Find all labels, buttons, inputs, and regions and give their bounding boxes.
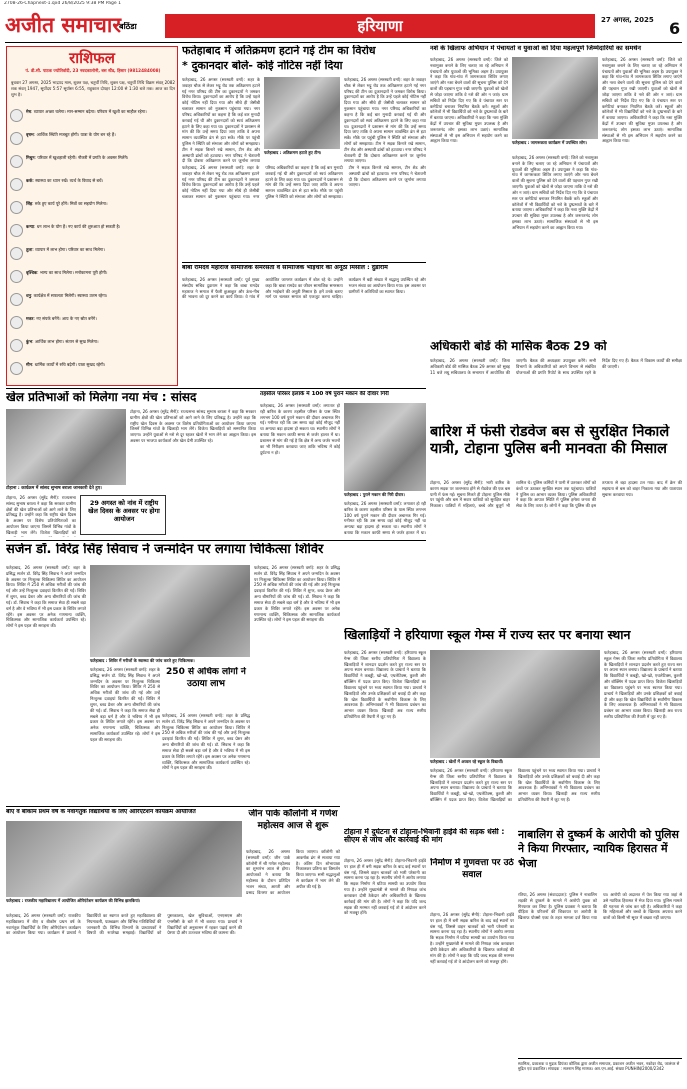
article-body: रतिया, 26 अगस्त (संवाददाता): पुलिस ने नाबालिग लड़की से दुष्कर्म के मामले में आरोपी युवक को गिरफ्तार कर लिया है। पुलिस प्रवक्ता ने बताया कि पीड़िता के परिजनों की शिकायत पर आरोपी के खिलाफ पोक्सो एक्ट के तहत मामला दर्ज किया गया था। आरोपी को अदालत में पेश किया गया जहां से उसे न्यायिक हिरासत में भेज दिया गया। पुलिस मामले की गहनता से जांच कर रही है। अधिकारियों ने कहा कि महिलाओं और बच्चों के खिलाफ अपराध करने वालों को किसी भी सूरत में बख्शा नहीं जाएगा।: [518, 892, 682, 921]
photo-caption: फतेहाबाद : जागरूकता कार्यक्रम में उपस्थित लोग।: [512, 140, 598, 152]
headline: नाबालिग से दुष्कर्म के आरोपी को पुलिस ने किया गिरफ्तार, न्यायिक हिरासत में भेजा: [518, 828, 679, 870]
divider: [6, 806, 340, 807]
headline: खेल प्रतिभाओं को मिलेगा नया मंच : सांसद: [6, 391, 197, 404]
article-tahsil: [260, 391, 426, 537]
article-body-right: फतेहाबाद, 26 अगस्त (सरस्वती वर्मा): शहर के जवाहर चौक से लेकर भट्टू रोड तक अतिक्रमण हटाने गई नगर परिषद की टीम का दुकानदारों ने जमकर विरोध किया। दुकानदारों का आरोप है कि उन्हें पहले कोई नोटिस नहीं दिया गया और सीधे ही जेसीबी चलाकर सामान को नुकसान पहुंचाया गया। नगर परिषद अधिकारियों का कहना है कि कई बार मुनादी करवाई गई थी और दुकानदारों को स्वयं अतिक्रमण हटाने के लिए कहा गया था। दुकानदारों ने प्रशासन से मांग की कि उन्हें समय दिया जाए ताकि वे अपना सामान व्यवस्थित ढंग से हटा सकें। मौके पर पहुंची पुलिस ने स्थिति को संभाला और लोगों को समझाया। टीम ने सड़क किनारे रखे सामान, टीन शेड और अस्थायी ढांचों को हटवाया। नगर परिषद ने चेतावनी दी कि दोबारा अतिक्रमण करने पर जुर्माना लगाया जाएगा।: [344, 77, 426, 163]
divider: [6, 540, 426, 541]
article-body-middle: फतेहाबाद, 26 अगस्त (सरस्वती वर्मा): जिले को नशामुक्त बनाने के लिए चलाए जा रहे अभियान में पंचायतों और युवाओं की भूमिका अहम है। उपायुक्त ने कहा कि गांव-गांव में जागरूकता शिविर लगाए जाएंगे और नशा बेचने वालों की सूचना पुलिस को देने वालों की पहचान गुप्त रखी जाएगी। युवाओं को खेलों से जोड़ा जाएगा ताकि वे नशे की ओर न जाएं। ग्राम सचिवों को निर्देश दिए गए कि वे पंचायत स्तर पर कमेटियां बनाकर नियमित बैठकें करें। स्कूलों और कॉलेजों में भी विद्यार्थियों को नशे के दुष्प्रभावों के बारे में बताया जाएगा। अधिकारियों ने कहा कि नशा मुक्ति केंद्रों में उपचार की सुविधा मुफ्त उपलब्ध है और जरूरतमंद लोग इसका लाभ उठाएं। सामाजिक संस्थाओं से भी इस अभियान में सहयोग करने का आह्वान किया गया।: [512, 155, 598, 230]
sign-vrishabh: वृषभ: आर्थिक स्थिति मजबूत होगी। यात्रा के योग बन रहे हैं।: [26, 132, 116, 137]
zodiac-icon: [10, 224, 23, 237]
rashifal-title: राशिफल: [69, 49, 115, 67]
printline: 2708-26-Chapnext-1.qxd 26/8/2025 9:38 PM Page 1: [4, 1, 121, 6]
masthead-title: अजीत समाचार: [5, 12, 121, 37]
zodiac-icon: [10, 178, 23, 191]
zodiac-icon: [10, 362, 23, 375]
zodiac-icon: [10, 316, 23, 329]
article-body-col3: फतेहाबाद, 26 अगस्त (सरस्वती वर्मा): हरियाणा स्कूल गेम्स की जिला स्तरीय प्रतियोगिता में विद्यालय के खिलाड़ियों ने शानदार प्रदर्शन करते हुए राज्य स्तर पर अपना स्थान बनाया। विद्यालय के प्राचार्य ने बताया कि विद्यार्थियों ने कबड्डी, खो-खो, एथलेटिक्स, कुश्ती और बॉक्सिंग में पदक प्राप्त किए। विजेता खिलाड़ियों का विद्यालय पहुंचने पर भव्य स्वागत किया गया। प्राचार्य ने खिलाड़ियों और उनके प्रशिक्षकों को बधाई दी और कहा कि खेल विद्यार्थियों के सर्वांगीण विकास के लिए आवश्यक हैं। अभिभावकों ने भी विद्यालय प्रबंधन का आभार व्यक्त किया। खिलाड़ी अब राज्य स्तरीय प्रतियोगिता की तैयारी में जुट गए हैं।: [604, 650, 682, 719]
article-body: फतेहाबाद, 26 अगस्त (सरस्वती वर्मा): जीन पार्क कॉलोनी में श्री गणेश महोत्सव का शुभारंभ आज से होगा। आयोजकों ने बताया कि महोत्सव के दौरान प्रतिदिन भजन संध्या, आरती और प्रसाद वितरण का आयोजन किया जाएगा। कॉलोनी को आकर्षक ढंग से सजाया गया है। अंतिम दिन शोभायात्रा निकालकर प्रतिमा का विसर्जन किया जाएगा। सभी श्रद्धालुओं से कार्यक्रम में भाग लेने की अपील की गई है।: [246, 849, 340, 895]
section-title: हरियाणा: [357, 17, 403, 35]
zodiac-icon: [10, 270, 23, 283]
rashifal-box: [6, 46, 178, 386]
sign-dhanu: धनु: कार्यक्षेत्र में सफलता मिलेगी। स्वास्थ्य उत्तम रहेगा।: [26, 293, 108, 298]
masthead-edition: बठिंडा: [119, 22, 137, 31]
sign-tula: तुला: व्यापार में लाभ होगा। परिवार का साथ मिलेगा।: [26, 247, 105, 252]
article-body-col2: फतेहाबाद, 26 अगस्त (सरस्वती वर्मा): हरियाणा स्कूल गेम्स की जिला स्तरीय प्रतियोगिता में विद्यालय के खिलाड़ियों ने शानदार प्रदर्शन करते हुए राज्य स्तर पर अपना स्थान बनाया। विद्यालय के प्राचार्य ने बताया कि विद्यार्थियों ने कबड्डी, खो-खो, एथलेटिक्स, कुश्ती और बॉक्सिंग में पदक प्राप्त किए। विजेता खिलाड़ियों का विद्यालय पहुंचने पर भव्य स्वागत किया गया। प्राचार्य ने खिलाड़ियों और उनके प्रशिक्षकों को बधाई दी और कहा कि खेल विद्यार्थियों के सर्वांगीण विकास के लिए आवश्यक हैं। अभिभावकों ने भी विद्यालय प्रबंधन का आभार व्यक्त किया। खिलाड़ी अब राज्य स्तरीय प्रतियोगिता की तैयारी में जुट गए हैं।: [430, 768, 600, 803]
rashifal-subtitle: पं. डी.सी. पाठक ज्योतिर्वादी, 23 नवदकालोनी, बस स्टैंड, हिसार (9812484008): [25, 68, 161, 73]
headline: बाबा रामदेव महाराज सामाजिक समरसता व सामाजिक भाईचारे की अनूठी मिसाल : दुडाराम: [182, 265, 388, 271]
article-samajik: [182, 262, 426, 386]
sign-meen: मीन: धार्मिक कार्यों में रुचि बढ़ेगी। यात्रा सुखद रहेगी।: [26, 362, 106, 367]
article-beed: [6, 809, 242, 1087]
article-baarish: [430, 424, 682, 624]
article-body: फतेहाबाद, 26 अगस्त (सरस्वती वर्मा): राजकीय महाविद्यालय में बीए व बीकॉम प्रथम वर्ष के नवागंतुक विद्यार्थियों के लिए ओरिएंटेशन कार्यक्रम का आयोजन किया गया। कार्यक्रम में प्राचार्य ने विद्यार्थियों का स्वागत करते हुए महाविद्यालय की नियमावली, पाठ्यक्रम और विभिन्न गतिविधियों की जानकारी दी। विभिन्न विभागों के प्राध्यापकों ने विषयों की रूपरेखा समझाई। विद्यार्थियों को पुस्तकालय, खेल सुविधाओं, एनएसएस और एनसीसी के बारे में भी बताया गया। प्राचार्य ने विद्यार्थियों को अनुशासन में रहकर पढ़ाई करने की प्रेरणा दी और उज्ज्वल भविष्य की कामना की।: [6, 913, 242, 936]
zodiac-icon: [10, 293, 23, 306]
zodiac-icon: [10, 247, 23, 260]
article-body-lead: फतेहाबाद, 26 अगस्त (सरस्वती वर्मा): शहर के जवाहर चौक से लेकर भट्टू रोड तक अतिक्रमण हटाने गई नगर परिषद की टीम का दुकानदारों ने जमकर विरोध किया। दुकानदारों का आरोप है कि उन्हें पहले कोई नोटिस नहीं दिया गया और सीधे ही जेसीबी चलाकर सामान को नुकसान पहुंचाया गया। नगर परिषद अधिकारियों का कहना है कि कई बार मुनादी करवाई गई थी और दुकानदारों को स्वयं अतिक्रमण हटाने के लिए कहा गया था। दुकानदारों ने प्रशासन से मांग की कि उन्हें समय दिया जाए ताकि वे अपना सामान व्यवस्थित ढंग से हटा सकें। मौके पर पहुंची पुलिस ने स्थिति को संभाला और लोगों को समझाया। टीम ने सड़क किनारे रखे सामान, टीन शेड और अस्थायी ढांचों को हटवाया। नगर परिषद ने चेतावनी दी कि दोबारा अतिक्रमण करने पर जुर्माना लगाया: [182, 77, 260, 163]
article-body: फतेहाबाद, 26 अगस्त (सरस्वती वर्मा): शहर के जवाहर चौक से लेकर भट्टू रोड तक अतिक्रमण हटाने गई नगर परिषद की टीम का दुकानदारों ने जमकर विरोध किया। दुकानदारों का आरोप है कि उन्हें पहले कोई नोटिस नहीं दिया गया और सीधे ही जेसीबी चलाकर सामान को नुकसान पहुंचाया गया। नगर परिषद अधिकारियों का कहना है कि कई बार मुनादी करवाई गई थी और दुकानदारों को स्वयं अतिक्रमण हटाने के लिए कहा गया था। दुकानदारों ने प्रशासन से मांग की कि उन्हें समय दिया जाए ताकि वे अपना सामान व्यवस्थित ढंग से हटा सकें। मौके पर पहुंची पुलिस ने स्थिति को संभाला और लोगों को समझाया। टीम ने सड़क किनारे रखे सामान, टीन शेड और अस्थायी ढांचों को हटवाया। नगर परिषद ने चेतावनी दी कि दोबारा अतिक्रमण करने पर जुर्माना लगाया जाएगा।: [182, 165, 426, 200]
sign-vrishchik: वृश्चिक: भाग्य का साथ मिलेगा। मनोकामना पूरी होगी।: [26, 270, 108, 275]
headline: नशे के खिलाफ अभियान में पंचायतों व युवाओं को दिया महत्वपूर्ण जिम्मेदारियों का समर्थन: [430, 45, 642, 52]
article-khiladi: [344, 628, 682, 824]
zodiac-icon: [10, 109, 23, 122]
article-body-col1: फतेहाबाद, 26 अगस्त (सरस्वती वर्मा): हरियाणा स्कूल गेम्स की जिला स्तरीय प्रतियोगिता में विद्यालय के खिलाड़ियों ने शानदार प्रदर्शन करते हुए राज्य स्तर पर अपना स्थान बनाया। विद्यालय के प्राचार्य ने बताया कि विद्यार्थियों ने कबड्डी, खो-खो, एथलेटिक्स, कुश्ती और बॉक्सिंग में पदक प्राप्त किए। विजेता खिलाड़ियों का विद्यालय पहुंचने पर भव्य स्वागत किया गया। प्राचार्य ने खिलाड़ियों और उनके प्रशिक्षकों को बधाई दी और कहा कि खेल विद्यार्थियों के सर्वांगीण विकास के लिए आवश्यक हैं। अभिभावकों ने भी विद्यालय प्रबंधन का आभार व्यक्त किया। खिलाड़ी अब राज्य स्तरीय प्रतियोगिता की तैयारी में जुट गए हैं।: [344, 650, 426, 719]
zodiac-icon: [10, 339, 23, 352]
headline: सर्जन डॉ. विरेंद्र सिंह सिवाच ने जन्मदिन पर लगाया चिकित्सा शिविर: [6, 543, 324, 557]
photo-camp: [90, 565, 250, 657]
masthead: [5, 10, 682, 40]
headline: फतेहाबाद में अतिक्रमण हटाने गई टीम का विरोध: [182, 45, 376, 57]
article-body-col1: टोहाना, 26 अगस्त (सुरेंद्र सैनी): टोहाना-भिवानी हाईवे पर हाल ही में बनी सड़क बारिश के बाद कई स्थानों पर धंस गई, जिससे वाहन चालकों को भारी परेशानी का सामना करना पड़ रहा है। स्थानीय लोगों ने आरोप लगाया कि सड़क निर्माण में घटिया सामग्री का उपयोग किया गया है। उन्होंने मुख्यमंत्री से मामले की निष्पक्ष जांच करवाकर दोषी ठेकेदार और अधिकारियों के खिलाफ कार्रवाई की मांग की है। लोगों ने कहा कि यदि जल्द सड़क की मरम्मत नहीं करवाई गई तो वे आंदोलन करने को मजबूर होंगे।: [344, 858, 426, 916]
masthead-rule: [5, 42, 682, 43]
subheadline: * दुकानदार बोले- कोई नोटिस नहीं दिया: [182, 60, 343, 72]
article-body-col1: फतेहाबाद, 26 अगस्त (सरस्वती वर्मा): शहर के प्रसिद्ध सर्जन डॉ. विरेंद्र सिंह सिवाच ने अपने जन्मदिन के अवसर पर निःशुल्क चिकित्सा शिविर का आयोजन किया। शिविर में 250 से अधिक मरीजों की जांच की गई और उन्हें निःशुल्क दवाइयां वितरित की गईं। शिविर में शुगर, ब्लड प्रेशर और अन्य बीमारियों की जांच की गई। डॉ. सिवाच ने कहा कि समाज सेवा ही सबसे बड़ा धर्म है और वे भविष्य में भी इस प्रकार के शिविर लगाते रहेंगे। इस अवसर पर अनेक गणमान्य व्यक्ति, चिकित्सक और सामाजिक कार्यकर्ता उपस्थित रहे। लोगों ने इस पहल की सराहना की।: [6, 565, 86, 629]
rashifal-intro: बुधवार 27 अगस्त, 2025 भाद्रपद मास, शुक्ल पक्ष, चतुर्थी तिथि, शुक्ल पक्ष, चतुर्थी तिथि विक्रम संवत् 2082 शक संवत् 1947, सूर्योदय 5:57 सूर्यास्त 6:55, राहुकाल दोपहर 12:00 से 1:30 बजे तक। आज का दिन शुभ है।: [11, 80, 175, 97]
article-sarjan: [6, 543, 340, 803]
sign-makar: मकर: नए संपर्क बनेंगे। आय के नए स्रोत बनेंगे।: [26, 316, 97, 321]
pull-quote: 250 से अधिक लोगों ने उठाया लाभ: [166, 667, 246, 689]
article-body: फतेहाबाद, 26 अगस्त (सरस्वती वर्मा): पूर्व मुख्य संसदीय सचिव दुडाराम ने कहा कि बाबा रामदेव महाराज ने समाज में फैली छुआछूत और ऊंच-नीच की भावना को दूर करने का कार्य किया। वे गांव में आयोजित जागरण कार्यक्रम में बोल रहे थे। उन्होंने कहा कि बाबा रामदेव का जीवन सामाजिक समरसता और भाईचारे की अनूठी मिसाल है। हमें उनके बताए मार्ग पर चलकर समाज को एकजुट करना चाहिए। कार्यक्रम में बड़ी संख्या में श्रद्धालु उपस्थित रहे और भजन संध्या का आयोजन किया गया। इस अवसर पर ग्रामीणों ने अतिथियों का स्वागत किया।: [182, 277, 426, 300]
article-nabalig: [518, 828, 682, 1054]
headline: बीए व बीकॉम प्रथम वर्ष के नवागंतुक विद्यार्थियों के लिए ओरिएंटेशन कार्यक्रम आयोजित: [6, 809, 196, 815]
article-body-left: टोहाना, 26 अगस्त (सुरेंद्र सैनी): राज्यसभा सांसद सुभाष बराला ने कहा कि सरकार ग्रामीण क्षेत्रों की खेल प्रतिभाओं को आगे लाने के लिए प्रतिबद्ध है। उन्होंने कहा कि राष्ट्रीय खेल दिवस के अवसर पर विशेष प्रतियोगिताओं का आयोजन किया जाएगा जिसमें विभिन्न गांवों के खिलाड़ी भाग लेंगे। विजेता खिलाड़ियों को: [6, 495, 76, 535]
article-body-left: फतेहाबाद, 26 अगस्त (सरस्वती वर्मा): जिले को नशामुक्त बनाने के लिए चलाए जा रहे अभियान में पंचायतों और युवाओं की भूमिका अहम है। उपायुक्त ने कहा कि गांव-गांव में जागरूकता शिविर लगाए जाएंगे और नशा बेचने वालों की सूचना पुलिस को देने वालों की पहचान गुप्त रखी जाएगी। युवाओं को खेलों से जोड़ा जाएगा ताकि वे नशे की ओर न जाएं। ग्राम सचिवों को निर्देश दिए गए कि वे पंचायत स्तर पर कमेटियां बनाकर नियमित बैठकें करें। स्कूलों और कॉलेजों में भी विद्यार्थियों को नशे के दुष्प्रभावों के बारे में बताया जाएगा। अधिकारियों ने कहा कि नशा मुक्ति केंद्रों में उपचार की सुविधा मुफ्त उपलब्ध है और जरूरतमंद लोग इसका लाभ उठाएं। सामाजिक संस्थाओं से भी इस अभियान में सहयोग करने का आह्वान किया गया।: [430, 57, 508, 144]
rashifal-list: [10, 107, 176, 385]
article-body-right: टोहाना, 26 अगस्त (सुरेंद्र सैनी): राज्यसभा सांसद सुभाष बराला ने कहा कि सरकार ग्रामीण क्षेत्रों की खेल प्रतिभाओं को आगे लाने के लिए प्रतिबद्ध है। उन्होंने कहा कि राष्ट्रीय खेल दिवस के अवसर पर विशेष प्रतियोगिताओं का आयोजन किया जाएगा जिसमें विभिन्न गांवों के खिलाड़ी भाग लेंगे। विजेता खिलाड़ियों को सम्मानित किया जाएगा। उन्होंने युवाओं से नशे से दूर रहकर खेलों में भाग लेने का आह्वान किया। इस अवसर पर भाजपा कार्यकर्ता और खेल प्रेमी उपस्थित रहे।: [130, 409, 256, 444]
photo-students: [430, 650, 600, 758]
photo-caption: फतेहाबाद : शिविर में मरीजों के स्वास्थ्य की जांच करते हुए चिकित्सक।: [90, 658, 250, 666]
photo-caption: फतेहाबाद : पुराने मकान की गिरी दीवार।: [344, 492, 426, 500]
sign-kanya: कन्या: धन लाभ के योग हैं। नए कार्य की शुरुआत हो सकती है।: [26, 224, 121, 229]
article-nasha: [430, 45, 682, 335]
photo-orientation: [6, 821, 242, 897]
article-body-col2: फतेहाबाद, 26 अगस्त (सरस्वती वर्मा): शहर के प्रसिद्ध सर्जन डॉ. विरेंद्र सिंह सिवाच ने अपने जन्मदिन के अवसर पर निःशुल्क चिकित्सा शिविर का आयोजन किया। शिविर में 250 से अधिक मरीजों की जांच की गई और उन्हें निःशुल्क दवाइयां वितरित की गईं। शिविर में शुगर, ब्लड प्रेशर और अन्य बीमारियों की जांच की गई। डॉ. सिवाच ने कहा कि समाज सेवा ही सबसे बड़ा धर्म है और वे भविष्य में भी इस प्रकार के शिविर लगाते रहेंगे। इस अवसर पर अनेक गणमान्य व्यक्ति, चिकित्सक और सामाजिक कार्यकर्ता उपस्थित रहे। लोगों ने इस पहल की सराहना की।: [90, 667, 160, 742]
article-body-col4: फतेहाबाद, 26 अगस्त (सरस्वती वर्मा): शहर के प्रसिद्ध सर्जन डॉ. विरेंद्र सिंह सिवाच ने अपने जन्मदिन के अवसर पर निःशुल्क चिकित्सा शिविर का आयोजन किया। शिविर में 250 से अधिक मरीजों की जांच की गई और उन्हें निःशुल्क दवाइयां वितरित की गईं। शिविर में शुगर, ब्लड प्रेशर और अन्य बीमारियों की जांच की गई। डॉ. सिवाच ने कहा कि समाज सेवा ही सबसे बड़ा धर्म है और वे भविष्य में भी इस प्रकार के शिविर लगाते रहेंगे। इस अवसर पर अनेक गणमान्य व्यक्ति, चिकित्सक और सामाजिक कार्यकर्ता उपस्थित रहे। लोगों ने इस पहल की सराहना की।: [254, 565, 340, 623]
sign-mithun: मिथुन: परिवार में खुशहाली रहेगी। नौकरी में प्रगति के अवसर मिलेंगे।: [26, 155, 129, 160]
article-fatehabad: [182, 45, 426, 257]
headline: बारिश में फंसी रोडवेज बस से सुरक्षित निकाले यात्री, टोहाना पुलिस बनी मानवता की मिसाल: [430, 424, 670, 458]
zodiac-icon: [10, 201, 23, 214]
photo-wall: [344, 403, 426, 491]
sign-kumbh: कुंभ: आर्थिक लाभ होगा। संतान से सुख मिलेगा।: [26, 339, 99, 344]
page-number: 6: [669, 20, 681, 38]
headline: अधिकारी बोर्ड की मासिक बैठक 29 को: [430, 340, 607, 353]
photo-caption: फतेहाबाद : खेलों में अव्वल रहे स्कूल के विद्यार्थी।: [430, 759, 600, 767]
headline: खिलाड़ियों ने हरियाणा स्कूल गेम्स में राज्य स्तर पर बनाया स्थान: [344, 628, 631, 642]
pull-quote: निर्माण में गुणवत्ता पर उठे सवाल: [430, 858, 514, 880]
divider: [6, 388, 426, 389]
photo-nasha: [512, 57, 598, 139]
divider: [182, 262, 426, 263]
photo-caption: फतेहाबाद : राजकीय महाविद्यालय में आयोजित ओरिएंटेशन कार्यक्रम की विभिन्न झलकियां।: [6, 898, 242, 910]
photo-caption: टोहाना : कार्यक्रम में सांसद सुभाष बराला जानकारी देते हुए।: [6, 486, 126, 493]
article-khel: [6, 391, 256, 537]
zodiac-icon: [10, 155, 23, 168]
zodiac-icon: [10, 132, 23, 145]
photo-khel: [6, 409, 126, 485]
article-body-col3: फतेहाबाद, 26 अगस्त (सरस्वती वर्मा): शहर के प्रसिद्ध सर्जन डॉ. विरेंद्र सिंह सिवाच ने अपने जन्मदिन के अवसर पर निःशुल्क चिकित्सा शिविर का आयोजन किया। शिविर में 250 से अधिक मरीजों की जांच की गई और उन्हें निःशुल्क दवाइयां वितरित की गईं। शिविर में शुगर, ब्लड प्रेशर और अन्य बीमारियों की जांच की गई। डॉ. सिवाच ने कहा कि समाज सेवा ही सबसे बड़ा धर्म है और वे भविष्य में भी इस प्रकार के शिविर लगाते रहेंगे। इस अवसर पर अनेक गणमान्य व्यक्ति, चिकित्सक और सामाजिक कार्यकर्ता उपस्थित रहे। लोगों ने इस पहल की सराहना की।: [162, 713, 250, 771]
sign-kark: कर्क: स्वास्थ्य का ध्यान रखें। व्यर्थ के विवाद से बचें।: [26, 178, 104, 183]
section-banner: [165, 14, 595, 38]
article-adhikari: [430, 340, 682, 420]
article-body: फतेहाबाद, 26 अगस्त (सरस्वती वर्मा): लगातार हो रही बारिश के कारण तहसील परिसर के पास स्थित लगभग 100 वर्ष पुराने मकान की दीवार अचानक गिर गई। गनीमत रही कि उस समय वहां कोई मौजूद नहीं था अन्यथा बड़ा हादसा हो सकता था। स्थानीय लोगों ने बताया कि मकान काफी समय से जर्जर हालत में था। प्रशासन से मांग की गई है कि क्षेत्र में अन्य जर्जर भवनों का भी निरीक्षण करवाया जाए ताकि भविष्य में कोई दुर्घटना न हो।: [260, 403, 340, 455]
article-body-right: फतेहाबाद, 26 अगस्त (सरस्वती वर्मा): जिले को नशामुक्त बनाने के लिए चलाए जा रहे अभियान में पंचायतों और युवाओं की भूमिका अहम है। उपायुक्त ने कहा कि गांव-गांव में जागरूकता शिविर लगाए जाएंगे और नशा बेचने वालों की सूचना पुलिस को देने वालों की पहचान गुप्त रखी जाएगी। युवाओं को खेलों से जोड़ा जाएगा ताकि वे नशे की ओर न जाएं। ग्राम सचिवों को निर्देश दिए गए कि वे पंचायत स्तर पर कमेटियां बनाकर नियमित बैठकें करें। स्कूलों और कॉलेजों में भी विद्यार्थियों को नशे के दुष्प्रभावों के बारे में बताया जाएगा। अधिकारियों ने कहा कि नशा मुक्ति केंद्रों में उपचार की सुविधा मुफ्त उपलब्ध है और जरूरतमंद लोग इसका लाभ उठाएं। सामाजिक संस्थाओं से भी इस अभियान में सहयोग करने का आह्वान किया गया।: [602, 57, 682, 144]
headline: तहसील परिसर इलाके में 100 वर्ष पुराने मकान की दीवार गिरी: [260, 391, 389, 397]
headline: जीन पार्क कॉलोनी में गणेश महोत्सव आज से शुरू: [248, 809, 338, 831]
imprint-text: स्वामित्व, प्रकाशक व मुद्रक प्रियंका कौशिक द्वारा अजीत समाचार, प्रकाशन अजीत भवन, नकोदर रोड, जालंधर से मुद्रित एवं प्रकाशित। संपादक : सतनाम सिंह माणक। आर.एन.आई. संख्या PUNHIN/2000/2342: [518, 1061, 680, 1072]
article-body: टोहाना, 26 अगस्त (सुरेंद्र सैनी): भारी बारिश के कारण सड़क पर जलभराव होने से रोडवेज की एक बस पानी में फंस गई। सूचना मिलते ही टोहाना पुलिस मौके पर पहुंची और बस में सवार यात्रियों को सुरक्षित बाहर निकाला। यात्रियों में महिलाएं, बच्चे और बुजुर्ग भी शामिल थे। पुलिस कर्मियों ने पानी में उतरकर लोगों को कंधों पर उठाकर सुरक्षित स्थान तक पहुंचाया। यात्रियों ने पुलिस का आभार व्यक्त किया। पुलिस अधिकारियों ने कहा कि आपात स्थिति में पुलिस हमेशा जनता की सेवा के लिए तत्पर है। लोगों ने कहा कि पुलिस की इस तत्परता से बड़ा हादसा टल गया। बाद में क्रेन की सहायता से बस को बाहर निकाला गया और यातायात सुचारू करवाया गया।: [430, 480, 682, 509]
sign-singh: सिंह: रुके हुए कार्य पूरे होंगे। मित्रों का सहयोग मिलेगा।: [26, 201, 108, 206]
article-colony: [246, 809, 340, 1087]
photo-encroachment: [264, 77, 340, 149]
sign-mesh: मेष: व्यापार अच्छा चलेगा। मान-सम्मान बढ़ेगा। परिवार में खुशी का माहौल रहेगा।: [26, 109, 147, 114]
imprint-box: [518, 1058, 682, 1086]
article-body: फतेहाबाद, 26 अगस्त (सरस्वती वर्मा): जिला अधिकारी बोर्ड की मासिक बैठक 29 अगस्त को सुबह 11 बजे लघु सचिवालय के सभागार में आयोजित की जाएगी। बैठक की अध्यक्षता उपायुक्त करेंगे। सभी विभागों के अधिकारियों को अपने विभाग से संबंधित योजनाओं की प्रगति रिपोर्ट के साथ उपस्थित रहने के निर्देश दिए गए हैं। बैठक में विकास कार्यों की समीक्षा की जाएगी।: [430, 358, 682, 375]
headline: टोहाना में दुर्घटना से टोहाना-भिवानी हाईवे की सड़क धंसी : सीएम से जांच और कार्रवाई की मांग: [344, 828, 505, 845]
photo-caption: फतेहाबाद : अतिक्रमण हटाते हुए टीम।: [264, 150, 340, 162]
article-body-col2: टोहाना, 26 अगस्त (सुरेंद्र सैनी): टोहाना-भिवानी हाईवे पर हाल ही में बनी सड़क बारिश के बाद कई स्थानों पर धंस गई, जिससे वाहन चालकों को भारी परेशानी का सामना करना पड़ रहा है। स्थानीय लोगों ने आरोप लगाया कि सड़क निर्माण में घटिया सामग्री का उपयोग किया गया है। उन्होंने मुख्यमंत्री से मामले की निष्पक्ष जांच करवाकर दोषी ठेकेदार और अधिकारियों के खिलाफ कार्रवाई की मांग की है। लोगों ने कहा कि यदि जल्द सड़क की मरम्मत नहीं करवाई गई तो वे आंदोलन करने को मजबूर होंगे।: [430, 912, 514, 964]
pull-quote: 29 अगस्त को नांव में राष्ट्रीय खेल दिवस के अवसर पर होगा आयोजन: [80, 495, 166, 535]
masthead-date: 27 अगस्त, 2025: [601, 16, 654, 24]
article-body-2: फतेहाबाद, 26 अगस्त (सरस्वती वर्मा): लगातार हो रही बारिश के कारण तहसील परिसर के पास स्थित लगभग 100 वर्ष पुराने मकान की दीवार अचानक गिर गई। गनीमत रही कि उस समय वहां कोई मौजूद नहीं था अन्यथा बड़ा हादसा हो सकता था। स्थानीय लोगों ने बताया कि मकान काफी समय से जर्जर हालत में था।: [344, 501, 426, 535]
article-tohana: [344, 828, 514, 1087]
